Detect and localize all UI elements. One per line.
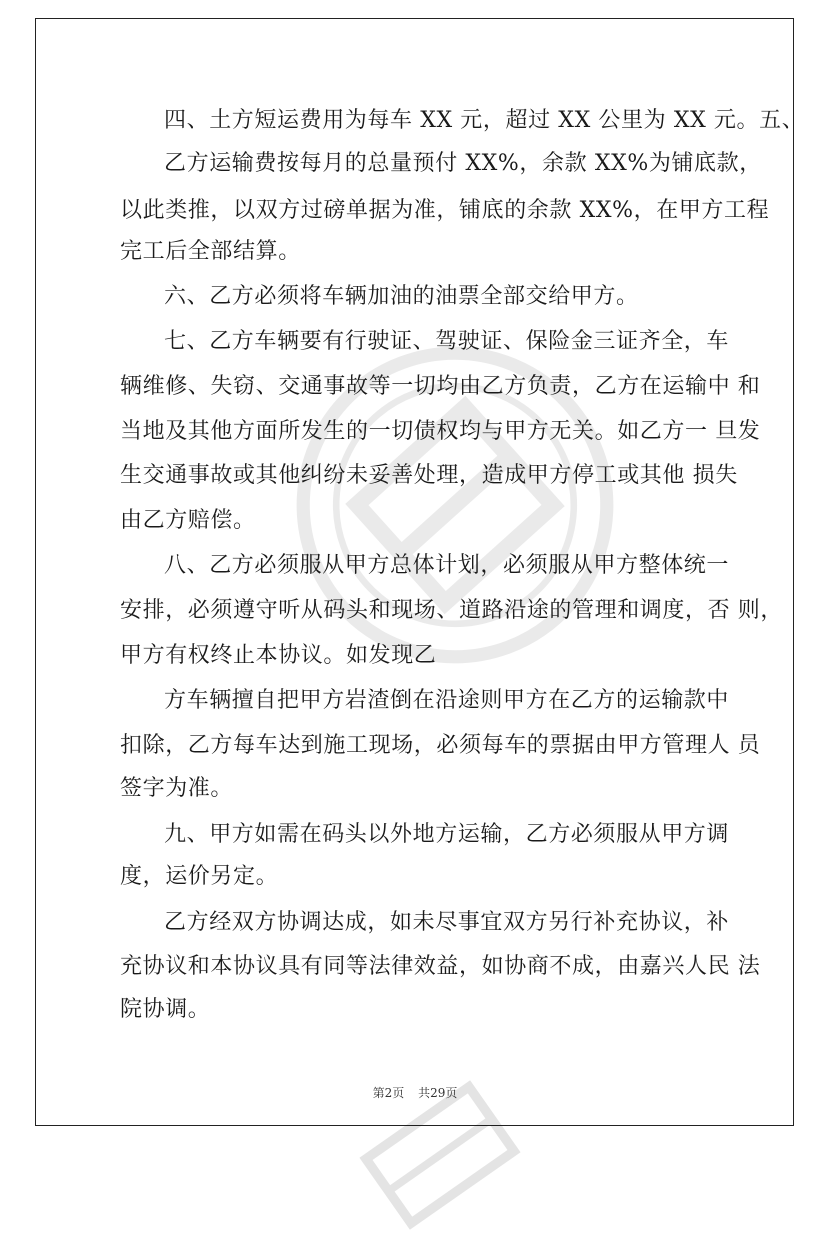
text-line: 乙方运输费按每月的总量预付 XX%，余款 XX%为铺底款， (164, 151, 762, 176)
text-line: 乙方经双方协调达成，如未尽事宜双方另行补充协议，补 (164, 910, 730, 935)
text-line: 生交通事故或其他纠纷未妥善处理，造成甲方停工或其他 损失 (120, 463, 738, 488)
text-line: 安排，必须遵守听从码头和现场、道路沿途的管理和调度，否 则， (120, 598, 783, 623)
text-line: 辆维修、失窃、交通事故等一切均由乙方负责，乙方在运输中 和 (120, 374, 761, 399)
text-line: 签字为准。 (120, 776, 234, 801)
text-line: 度，运价另定。 (120, 864, 279, 889)
text-line: 九、甲方如需在码头以外地方运输，乙方必须服从甲方调 (164, 822, 730, 847)
text-line: 扣除，乙方每车达到施工现场，必须每车的票据由甲方管理人 员 (120, 733, 761, 758)
text-line: 由乙方赔偿。 (120, 508, 256, 533)
text-line: 八、乙方必须服从甲方总体计划，必须服从甲方整体统一 (164, 553, 730, 578)
text-line: 院协调。 (120, 997, 211, 1022)
text-line: 甲方有权终止本协议。如发现乙 (120, 643, 437, 668)
text-line: 完工后全部结算。 (120, 239, 301, 264)
page-footer (0, 1084, 830, 1101)
text-line: 当地及其他方面所发生的一切债权均与甲方无关。如乙方一 旦发 (120, 419, 761, 444)
text-line: 方车辆擅自把甲方岩渣倒在沿途则甲方在乙方的运输款中 (164, 688, 730, 713)
page-total: 共29页 (418, 1086, 458, 1100)
page-number: 第2页 (372, 1086, 405, 1100)
text-line: 四、土方短运费用为每车 XX 元，超过 XX 公里为 XX 元。五、 (164, 108, 805, 133)
text-line: 六、乙方必须将车辆加油的油票全部交给甲方。 (164, 284, 639, 309)
text-line: 以此类推，以双方过磅单据为准，铺底的余款 XX%，在甲方工程 (120, 198, 770, 223)
text-line: 充协议和本协议具有同等法律效益，如协商不成，由嘉兴人民 法 (120, 954, 761, 979)
text-line: 七、乙方车辆要有行驶证、驾驶证、保险金三证齐全，车 (164, 329, 730, 354)
